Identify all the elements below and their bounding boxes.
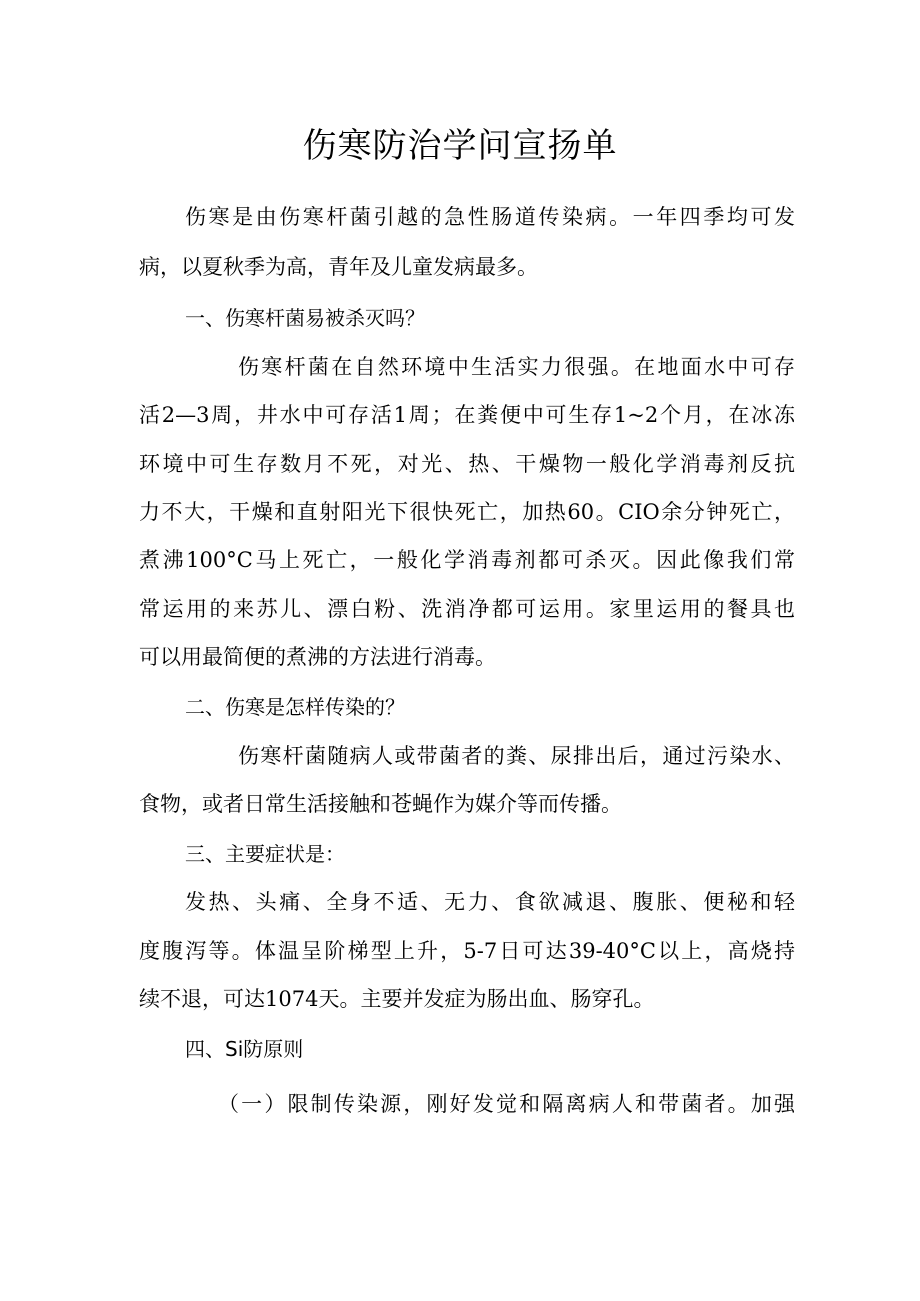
intro-line-2: 病，以夏秋季为高，青年及儿童发病最多。	[139, 255, 538, 279]
page-title: 伤寒防治学问宣扬单	[302, 126, 618, 166]
section-1-line: 可以用最简便的煮沸的方法进行消毒。	[139, 645, 496, 669]
section-3-line: 发热、头痛、全身不适、无力、食欲减退、腹胀、便秘和轻	[185, 890, 795, 914]
section-1-line: 环境中可生存数月不死，对光、热、干燥物一般化学消毒剂反抗	[139, 452, 795, 476]
section-1-line: 常运用的来苏儿、漂白粉、洗消净都可运用。家里运用的餐具也	[139, 597, 795, 621]
section-3-line: 度腹泻等。体温呈阶梯型上升，5-7日可达39-40°C以上，高烧持	[139, 939, 795, 963]
section-4-heading: 四、Si防原则	[185, 1037, 304, 1061]
section-2-heading: 二、伤寒是怎样传染的？	[185, 695, 405, 719]
section-3-heading: 三、主要症状是：	[185, 842, 345, 866]
section-1-heading: 一、伤寒杆菌易被杀灭吗？	[185, 306, 425, 330]
section-2-line: 食物，或者日常生活接触和苍蝇作为媒介等而传播。	[139, 792, 622, 816]
section-1-line: 力不大，干燥和直射阳光下很快死亡，加热60。CIO余分钟死亡，	[139, 500, 795, 524]
intro-line-1: 伤寒是由伤寒杆菌引越的急性肠道传染病。一年四季均可发	[185, 205, 795, 229]
section-1-line: 活2—3周，井水中可存活1周；在粪便中可生存1~2个月，在冰冻	[139, 403, 795, 427]
section-1-line: 煮沸100°C马上死亡，一般化学消毒剂都可杀灭。因此像我们常	[139, 548, 795, 572]
section-4-line: （一）限制传染源，刚好发觉和隔离病人和带菌者。加强	[218, 1092, 795, 1116]
section-3-line: 续不退，可达1074天。主要并发症为肠出血、肠穿孔。	[139, 987, 655, 1011]
section-2-line: 伤寒杆菌随病人或带菌者的粪、尿排出后，通过污染水、	[238, 744, 795, 768]
section-1-line: 伤寒杆菌在自然环境中生活实力很强。在地面水中可存	[238, 355, 795, 379]
